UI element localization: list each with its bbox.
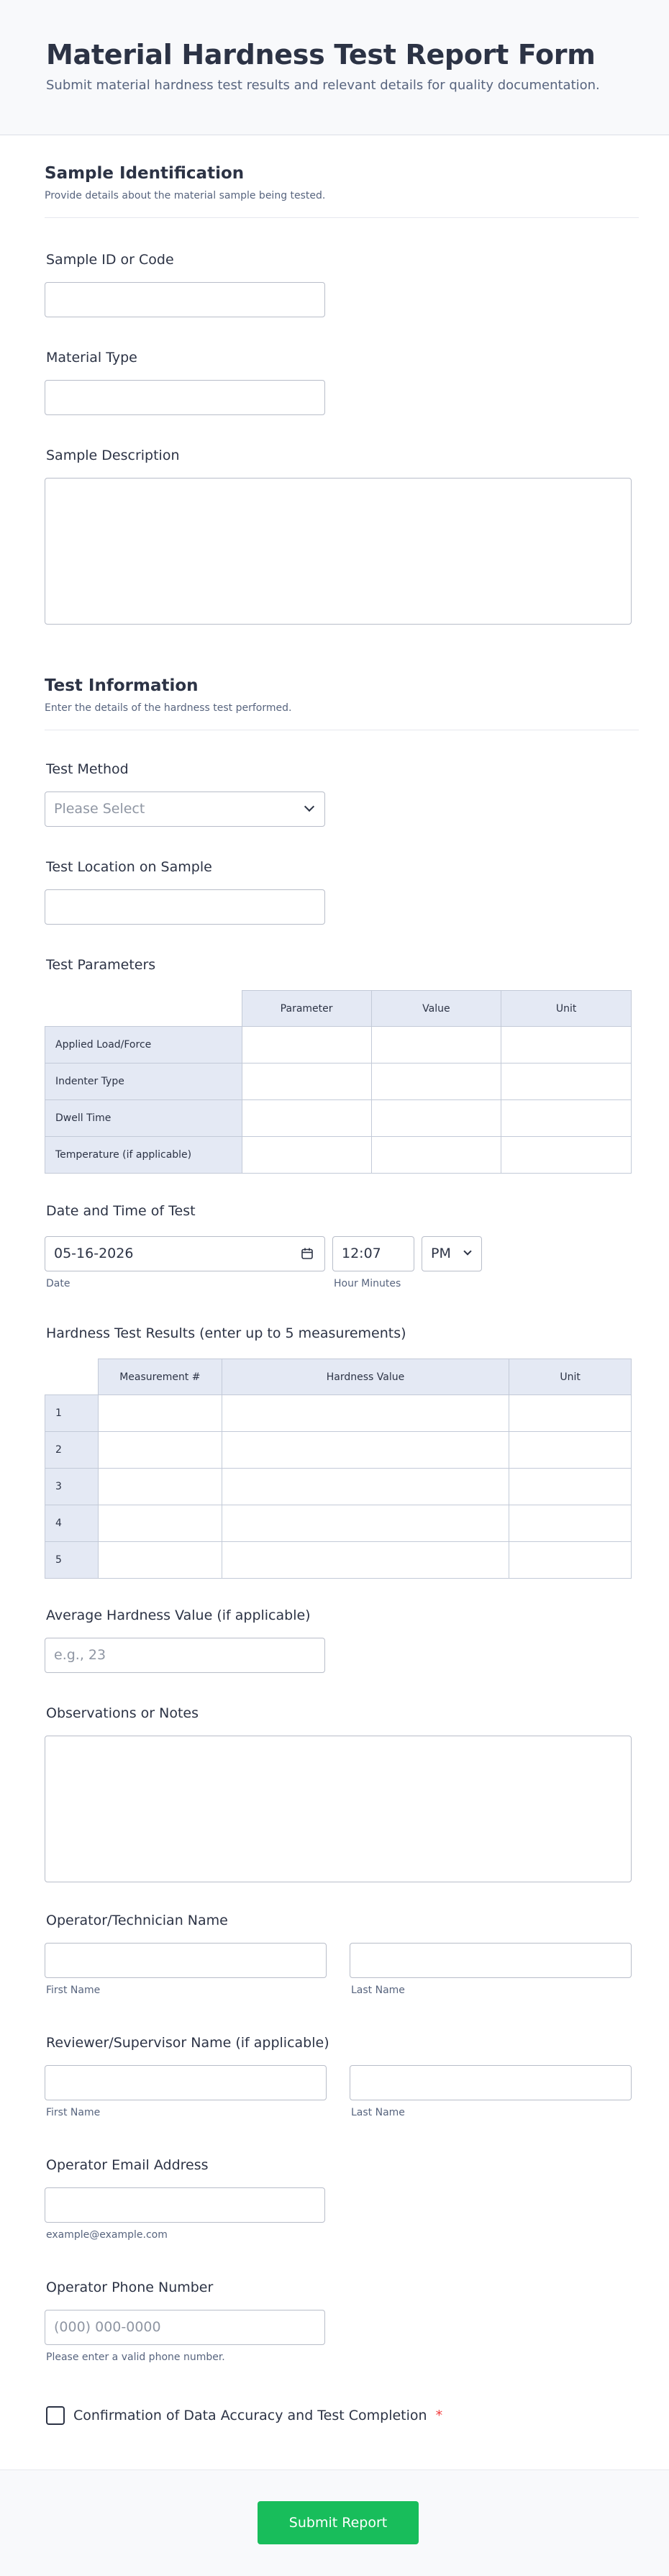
sample-description-textarea[interactable] — [45, 478, 632, 625]
table-cell-input[interactable] — [222, 1395, 509, 1432]
table-row — [45, 1063, 632, 1100]
table-corner — [45, 1359, 99, 1395]
operator-first-name-sublabel: First Name — [46, 1985, 101, 1996]
table-row — [45, 1542, 632, 1579]
table-cell-input[interactable] — [371, 1063, 501, 1100]
time-input[interactable] — [332, 1236, 414, 1271]
table-cell-input[interactable] — [509, 1469, 632, 1505]
table-cell-input[interactable] — [98, 1542, 222, 1579]
date-input[interactable] — [45, 1236, 325, 1271]
ampm-value: PM — [431, 1246, 451, 1261]
date-time-label: Date and Time of Test — [46, 1203, 196, 1219]
phone-sublabel: Please enter a valid phone number. — [46, 2351, 225, 2363]
section-title-sample-identification: Sample Identification — [45, 164, 245, 183]
row-header-indenter-type: Indenter Type — [45, 1063, 242, 1100]
form-body — [0, 135, 669, 2576]
sample-description-label: Sample Description — [46, 448, 180, 463]
table-cell-input[interactable] — [501, 1100, 632, 1137]
row-header-2: 2 — [45, 1432, 99, 1469]
test-location-label: Test Location on Sample — [46, 859, 212, 875]
date-value: 05-16-2026 — [54, 1246, 134, 1261]
phone-label: Operator Phone Number — [46, 2280, 214, 2295]
calendar-icon[interactable] — [301, 1247, 314, 1260]
table-row — [45, 1505, 632, 1542]
test-method-label: Test Method — [46, 761, 129, 777]
table-cell-input[interactable] — [242, 1063, 371, 1100]
table-cell-input[interactable] — [509, 1432, 632, 1469]
confirmation-label-text: Confirmation of Data Accuracy and Test Completion — [73, 2408, 427, 2423]
row-header-dwell-time: Dwell Time — [45, 1100, 242, 1137]
table-cell-input[interactable] — [509, 1542, 632, 1579]
email-label: Operator Email Address — [46, 2157, 209, 2173]
column-header-value: Value — [371, 991, 501, 1027]
reviewer-last-name-input[interactable] — [350, 2065, 632, 2100]
form-header — [0, 0, 669, 135]
operator-name-label: Operator/Technician Name — [46, 1913, 228, 1928]
table-cell-input[interactable] — [222, 1505, 509, 1542]
row-header-5: 5 — [45, 1542, 99, 1579]
section-subtitle-sample-identification: Provide details about the material sample being tested. — [45, 190, 326, 201]
ampm-select[interactable] — [422, 1236, 482, 1271]
sample-id-label: Sample ID or Code — [46, 252, 174, 268]
confirmation-checkbox[interactable] — [46, 2406, 65, 2425]
test-parameters-table — [45, 990, 632, 1174]
chevron-down-icon — [463, 1247, 471, 1255]
test-method-select[interactable] — [45, 792, 325, 827]
date-sublabel: Date — [46, 1278, 70, 1289]
test-parameters-label: Test Parameters — [46, 957, 156, 973]
section-divider — [45, 217, 639, 218]
table-corner — [45, 991, 242, 1027]
submit-button[interactable]: Submit Report — [258, 2501, 419, 2544]
average-hardness-placeholder: e.g., 23 — [54, 1647, 106, 1663]
table-row — [45, 1027, 632, 1063]
table-cell-input[interactable] — [509, 1395, 632, 1432]
table-cell-input[interactable] — [242, 1027, 371, 1063]
table-cell-input[interactable] — [222, 1542, 509, 1579]
table-row — [45, 1395, 632, 1432]
observations-textarea[interactable] — [45, 1736, 632, 1882]
column-header-parameter: Parameter — [242, 991, 371, 1027]
required-mark: * — [435, 2408, 443, 2423]
table-cell-input[interactable] — [98, 1432, 222, 1469]
table-cell-input[interactable] — [98, 1469, 222, 1505]
reviewer-name-label: Reviewer/Supervisor Name (if applicable) — [46, 2035, 329, 2051]
operator-first-name-input[interactable] — [45, 1943, 327, 1978]
sample-id-input[interactable] — [45, 282, 325, 317]
average-hardness-label: Average Hardness Value (if applicable) — [46, 1607, 311, 1623]
table-cell-input[interactable] — [98, 1395, 222, 1432]
table-cell-input[interactable] — [222, 1469, 509, 1505]
row-header-3: 3 — [45, 1469, 99, 1505]
confirmation-label — [73, 2408, 442, 2423]
table-cell-input[interactable] — [242, 1137, 371, 1174]
table-row — [45, 1137, 632, 1174]
table-cell-input[interactable] — [98, 1505, 222, 1542]
time-sublabel: Hour Minutes — [334, 1278, 401, 1289]
reviewer-last-name-sublabel: Last Name — [351, 2107, 405, 2118]
table-cell-input[interactable] — [371, 1100, 501, 1137]
table-row — [45, 1469, 632, 1505]
material-type-label: Material Type — [46, 350, 137, 366]
section-subtitle-test-information: Enter the details of the hardness test performed. — [45, 702, 292, 714]
row-header-4: 4 — [45, 1505, 99, 1542]
row-header-applied-load: Applied Load/Force — [45, 1027, 242, 1063]
table-cell-input[interactable] — [509, 1505, 632, 1542]
table-cell-input[interactable] — [501, 1027, 632, 1063]
operator-last-name-input[interactable] — [350, 1943, 632, 1978]
email-sublabel: example@example.com — [46, 2229, 168, 2241]
chevron-down-icon — [304, 802, 314, 812]
test-method-placeholder: Please Select — [54, 801, 145, 817]
form-subtitle: Submit material hardness test results and relevant details for quality documentation. — [46, 78, 600, 93]
observations-label: Observations or Notes — [46, 1705, 199, 1721]
average-hardness-input[interactable] — [45, 1638, 325, 1673]
operator-last-name-sublabel: Last Name — [351, 1985, 405, 1996]
section-title-test-information: Test Information — [45, 676, 199, 695]
phone-placeholder: (000) 000-0000 — [54, 2319, 161, 2335]
table-cell-input[interactable] — [501, 1137, 632, 1174]
column-header-measurement: Measurement # — [98, 1359, 222, 1395]
form-title: Material Hardness Test Report Form — [46, 39, 596, 71]
column-header-unit: Unit — [509, 1359, 632, 1395]
phone-input[interactable] — [45, 2310, 325, 2345]
column-header-hardness-value: Hardness Value — [222, 1359, 509, 1395]
material-type-input[interactable] — [45, 380, 325, 415]
results-label: Hardness Test Results (enter up to 5 measurements) — [46, 1325, 406, 1341]
column-header-unit: Unit — [501, 991, 632, 1027]
time-value: 12:07 — [342, 1246, 381, 1261]
reviewer-first-name-sublabel: First Name — [46, 2107, 101, 2118]
table-cell-input[interactable] — [242, 1100, 371, 1137]
table-cell-input[interactable] — [222, 1432, 509, 1469]
table-cell-input[interactable] — [371, 1027, 501, 1063]
hardness-results-table — [45, 1359, 632, 1579]
table-cell-input[interactable] — [501, 1063, 632, 1100]
email-input[interactable] — [45, 2187, 325, 2223]
table-cell-input[interactable] — [371, 1137, 501, 1174]
row-header-1: 1 — [45, 1395, 99, 1432]
row-header-temperature: Temperature (if applicable) — [45, 1137, 242, 1174]
test-location-input[interactable] — [45, 889, 325, 925]
table-row — [45, 1432, 632, 1469]
reviewer-first-name-input[interactable] — [45, 2065, 327, 2100]
table-row — [45, 1100, 632, 1137]
